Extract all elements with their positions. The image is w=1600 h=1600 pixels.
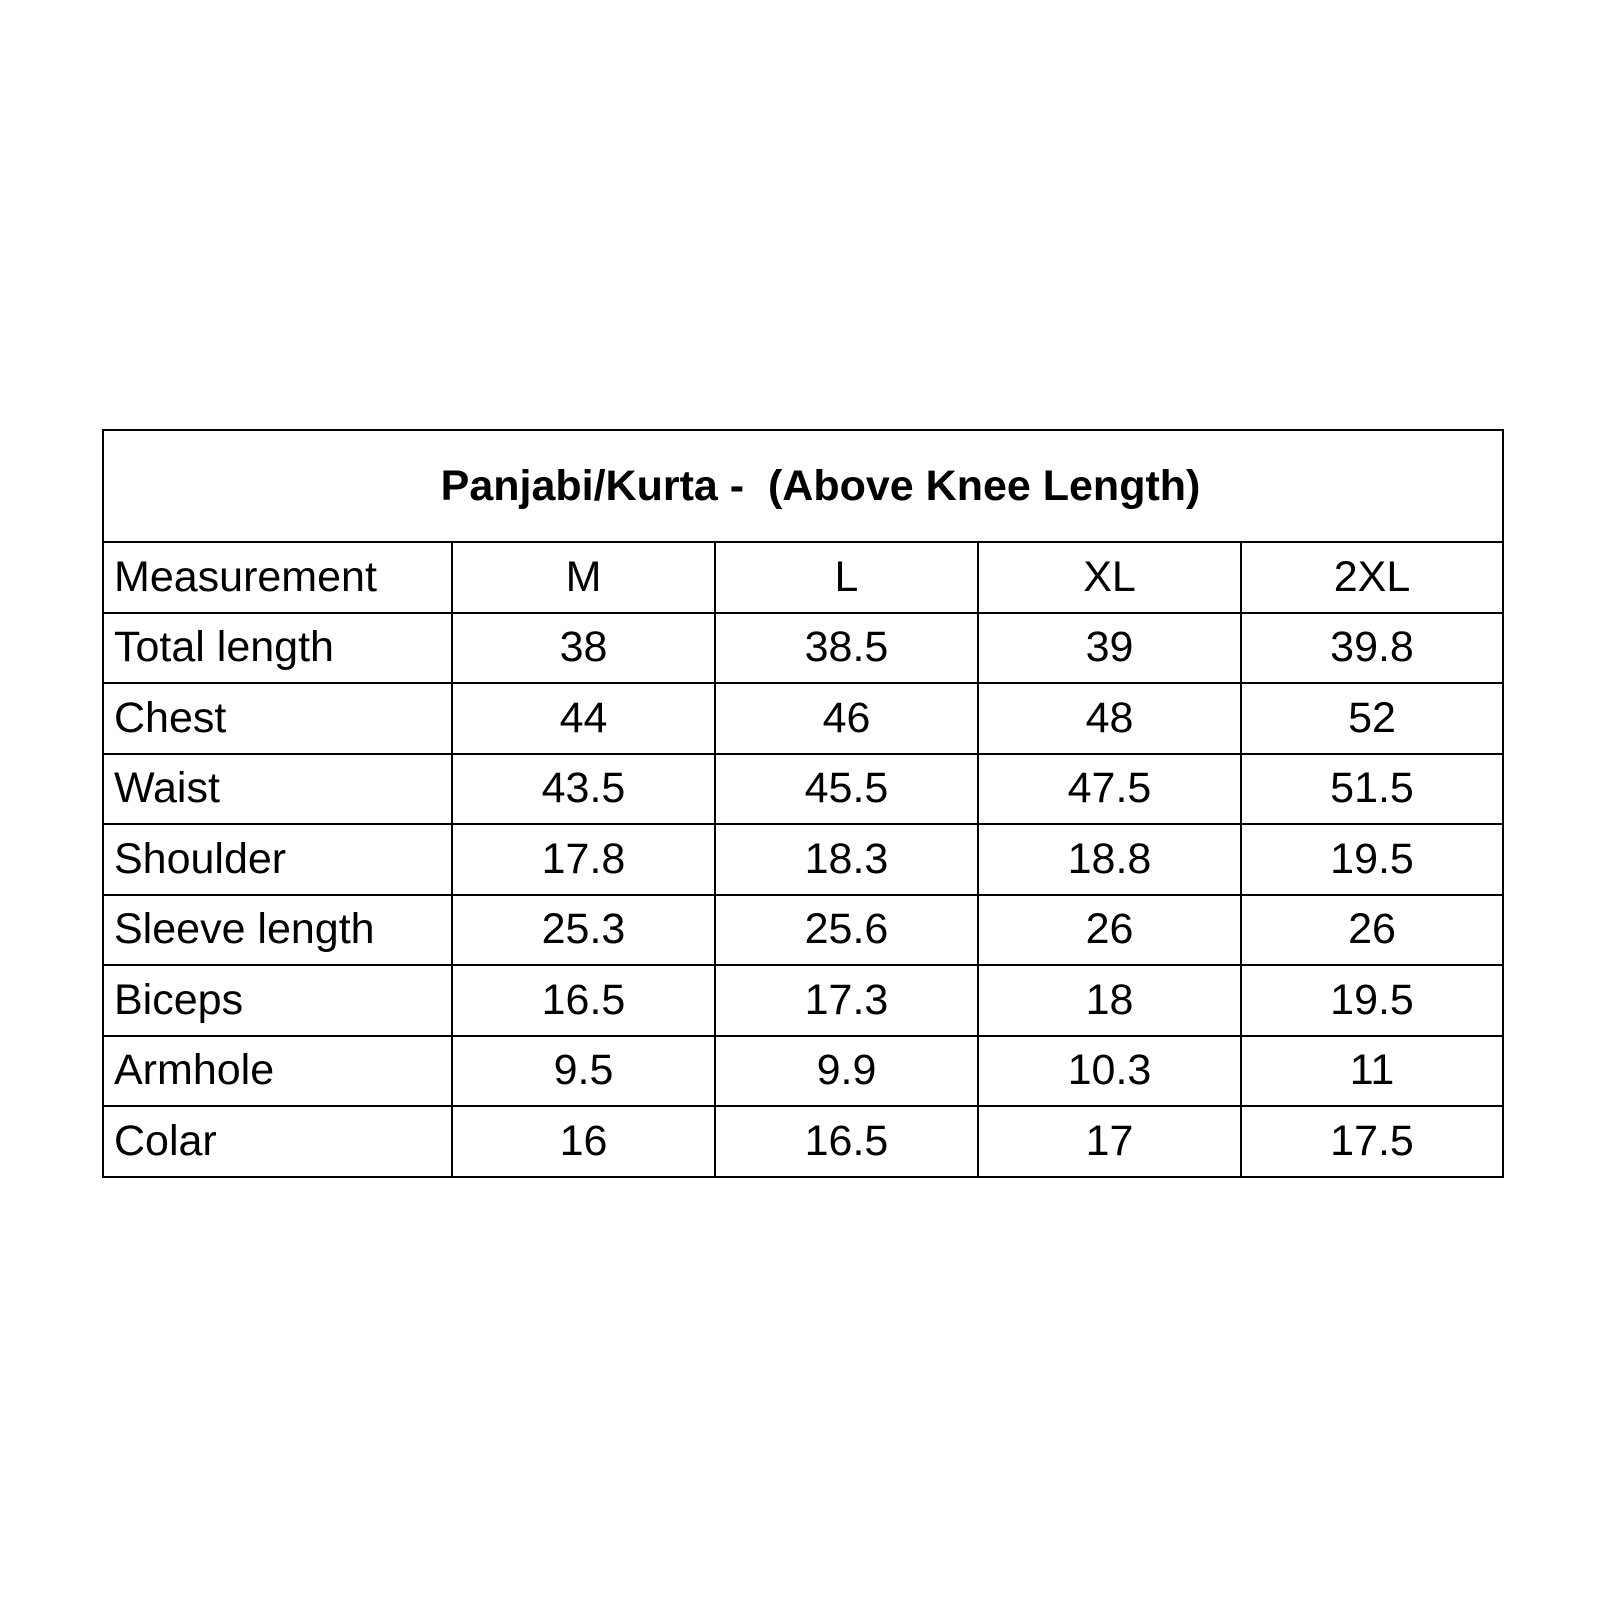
row-value: 9.5 (452, 1036, 715, 1107)
row-value: 16.5 (715, 1106, 978, 1177)
row-value: 18.8 (978, 824, 1241, 895)
title-row (103, 430, 1503, 542)
table-row (103, 754, 1503, 825)
row-value: 39.8 (1241, 613, 1503, 684)
table-row (103, 965, 1503, 1036)
size-chart-table (102, 429, 1504, 1178)
row-value: 52 (1241, 683, 1503, 754)
header-row (103, 542, 1503, 613)
row-value: 48 (978, 683, 1241, 754)
table-row (103, 1036, 1503, 1107)
row-value: 17.5 (1241, 1106, 1503, 1177)
row-value: 47.5 (978, 754, 1241, 825)
row-label: Waist (103, 754, 452, 825)
row-value: 26 (1241, 895, 1503, 966)
header-size-xl: XL (978, 542, 1241, 613)
row-value: 16 (452, 1106, 715, 1177)
row-value: 18 (978, 965, 1241, 1036)
row-label: Sleeve length (103, 895, 452, 966)
row-value: 9.9 (715, 1036, 978, 1107)
row-label: Colar (103, 1106, 452, 1177)
row-value: 16.5 (452, 965, 715, 1036)
header-size-2xl: 2XL (1241, 542, 1503, 613)
row-value: 17.8 (452, 824, 715, 895)
row-label: Biceps (103, 965, 452, 1036)
row-value: 44 (452, 683, 715, 754)
header-size-m: M (452, 542, 715, 613)
row-label: Chest (103, 683, 452, 754)
row-label: Armhole (103, 1036, 452, 1107)
row-value: 39 (978, 613, 1241, 684)
header-measurement: Measurement (103, 542, 452, 613)
table-row (103, 895, 1503, 966)
table-row (103, 613, 1503, 684)
row-value: 18.3 (715, 824, 978, 895)
row-value: 25.3 (452, 895, 715, 966)
row-value: 17.3 (715, 965, 978, 1036)
table-row (103, 824, 1503, 895)
row-value: 46 (715, 683, 978, 754)
row-value: 11 (1241, 1036, 1503, 1107)
row-value: 17 (978, 1106, 1241, 1177)
table-row (103, 1106, 1503, 1177)
header-size-l: L (715, 542, 978, 613)
table-row (103, 683, 1503, 754)
row-label: Shoulder (103, 824, 452, 895)
row-value: 19.5 (1241, 824, 1503, 895)
row-label: Total length (103, 613, 452, 684)
row-value: 38 (452, 613, 715, 684)
row-value: 26 (978, 895, 1241, 966)
row-value: 45.5 (715, 754, 978, 825)
table-title: Panjabi/Kurta - (Above Knee Length) (103, 430, 1503, 542)
row-value: 25.6 (715, 895, 978, 966)
row-value: 10.3 (978, 1036, 1241, 1107)
row-value: 38.5 (715, 613, 978, 684)
row-value: 51.5 (1241, 754, 1503, 825)
row-value: 43.5 (452, 754, 715, 825)
row-value: 19.5 (1241, 965, 1503, 1036)
